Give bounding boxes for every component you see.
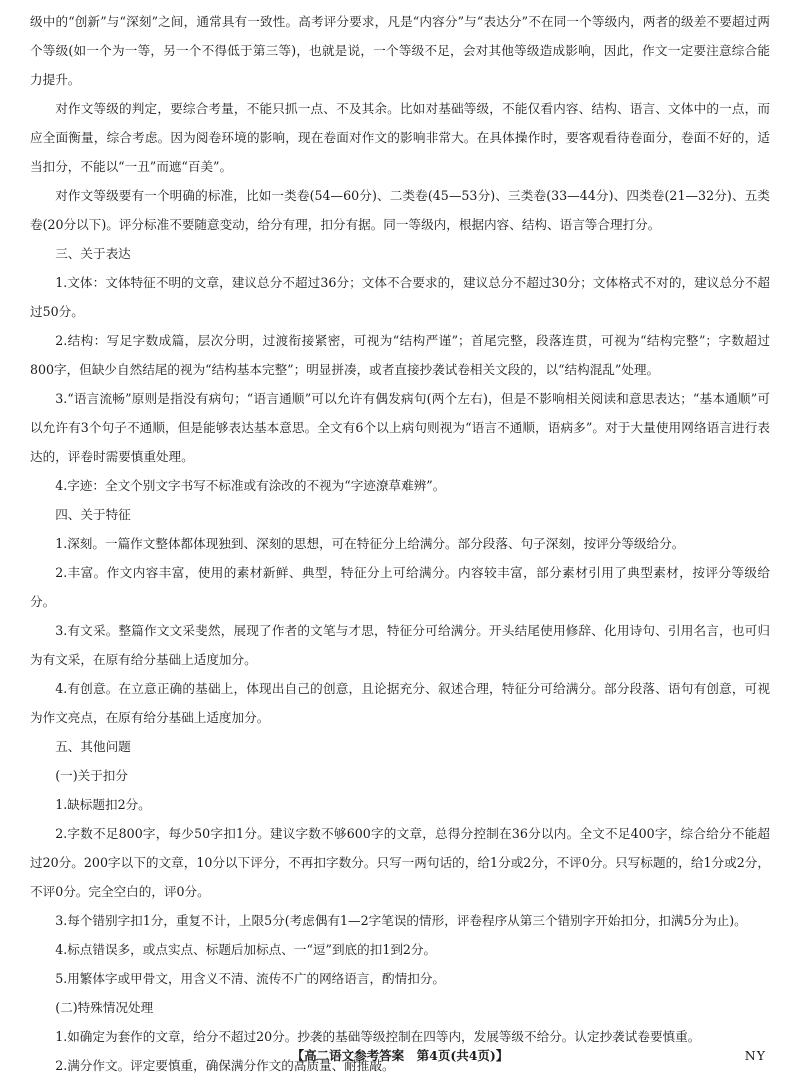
footer-page-title: 【高二语文参考答案 第4页(共4页)】 — [291, 1048, 509, 1063]
document-body — [30, 7, 770, 1080]
paragraph: 2.丰富。作文内容丰富，使用的素材新鲜、典型，特征分上可给满分。内容较丰富，部分素材引用了典型素材，按评分等级给分。 — [30, 565, 770, 609]
paragraph: 4.字迹：全文个别文字书写不标准或有涂改的不视为“字迹潦草难辨”。 — [55, 478, 446, 493]
footer-code: NY — [744, 1048, 766, 1063]
paragraph: 三、关于表达 — [55, 246, 131, 261]
paragraph: 2.满分作文。评定要慎重，确保满分作文的高质量、耐推敲。 — [55, 1058, 395, 1073]
paragraph: 4.有创意。在立意正确的基础上，体现出自己的创意，且论据充分、叙述合理，特征分可给满分。部分段落、语句有创意，可视为作文亮点，在原有给分基础上适度加分。 — [30, 681, 770, 725]
paragraph: 1.如确定为套作的文章，给分不超过20分。抄袭的基础等级控制在四等内，发展等级不给分。认定抄袭试卷要慎重。 — [55, 1029, 701, 1044]
paragraph: 3.“语言流畅”原则是指没有病句；“语言通顺”可以允许有偶发病句(两个左右)，但是不影响相关阅读和意思表达；“基本通顺”可以允许有3个句子不通顺，但是能够表达基本意思。全文有6个以上病句则视为“语言不通顺，语病多”。对于大量使用网络语言进行表达的，评卷时需要慎重处理。 — [30, 391, 770, 464]
paragraph: 5.用繁体字或甲骨文，用含义不清、流传不广的网络语言，酌情扣分。 — [55, 971, 446, 986]
paragraph: 2.结构：写足字数成篇，层次分明，过渡衔接紧密，可视为“结构严谨”；首尾完整，段落连贯，可视为“结构完整”；字数超过800字，但缺少自然结尾的视为“结构基本完整”；明显拼凑，或者直接抄袭试卷相关文段的，以“结构混乱”处理。 — [30, 333, 770, 377]
paragraph: 1.深刻。一篇作文整体都体现独到、深刻的思想，可在特征分上给满分。部分段落、句子深刻，按评分等级给分。 — [55, 536, 685, 551]
page-footer — [0, 1044, 800, 1068]
paragraph: 1.缺标题扣2分。 — [55, 797, 151, 812]
paragraph: 1.文体：文体特征不明的文章，建议总分不超过36分；文体不合要求的，建议总分不超过30分；文体格式不对的，建议总分不超过50分。 — [30, 275, 770, 319]
paragraph: 4.标点错误多，或点实点、标题后加标点、一“逗”到底的扣1到2分。 — [55, 942, 437, 957]
paragraph: 级中的“创新”与“深刻”之间，通常具有一致性。高考评分要求，凡是“内容分”与“表达分”不在同一个等级内，两者的级差不要超过两个等级(如一个为一等，另一个不得低于第三等)，也就是说，一个等级不足，会对其他等级造成影响，因此，作文一定要注意综合能力提升。 — [30, 14, 770, 87]
paragraph: 对作文等级的判定，要综合考量，不能只抓一点、不及其余。比如对基础等级，不能仅看内容、结构、语言、文体中的一点，而应全面衡量，综合考虑。因为阅卷环境的影响，现在卷面对作文的影响非常大。在具体操作时，要客观看待卷面分，卷面不好的，适当扣分，不能以“一丑”而遮“百美”。 — [30, 101, 770, 174]
paragraph: 3.有文采。整篇作文文采斐然，展现了作者的文笔与才思，特征分可给满分。开头结尾使用修辞、化用诗句、引用名言，也可归为有文采，在原有给分基础上适度加分。 — [30, 623, 770, 667]
paragraph: (一)关于扣分 — [55, 768, 128, 783]
paragraph: 2.字数不足800字，每少50字扣1分。建议字数不够600字的文章，总得分控制在36分以内。全文不足400字，综合给分不能超过20分。200字以下的文章，10分以下评分，不再扣字数分。只写一两句话的，给1分或2分，不评0分。只写标题的，给1分或2分，不评0分。完全空白的，评0分。 — [30, 826, 770, 899]
paragraph: (二)特殊情况处理 — [55, 1000, 154, 1015]
paragraph: 对作文等级要有一个明确的标准，比如一类卷(54—60分)、二类卷(45—53分)、三类卷(33—44分)、四类卷(21—32分)、五类卷(20分以下)。评分标准不要随意变动，给分有理，扣分有据。同一等级内，根据内容、结构、语言等合理打分。 — [30, 188, 770, 232]
paragraph: 3.每个错别字扣1分，重复不计，上限5分(考虑偶有1—2字笔误的情形，评卷程序从第三个错别字开始扣分，扣满5分为止)。 — [55, 913, 747, 928]
paragraph: 五、其他问题 — [55, 739, 131, 754]
paragraph: 四、关于特征 — [55, 507, 131, 522]
